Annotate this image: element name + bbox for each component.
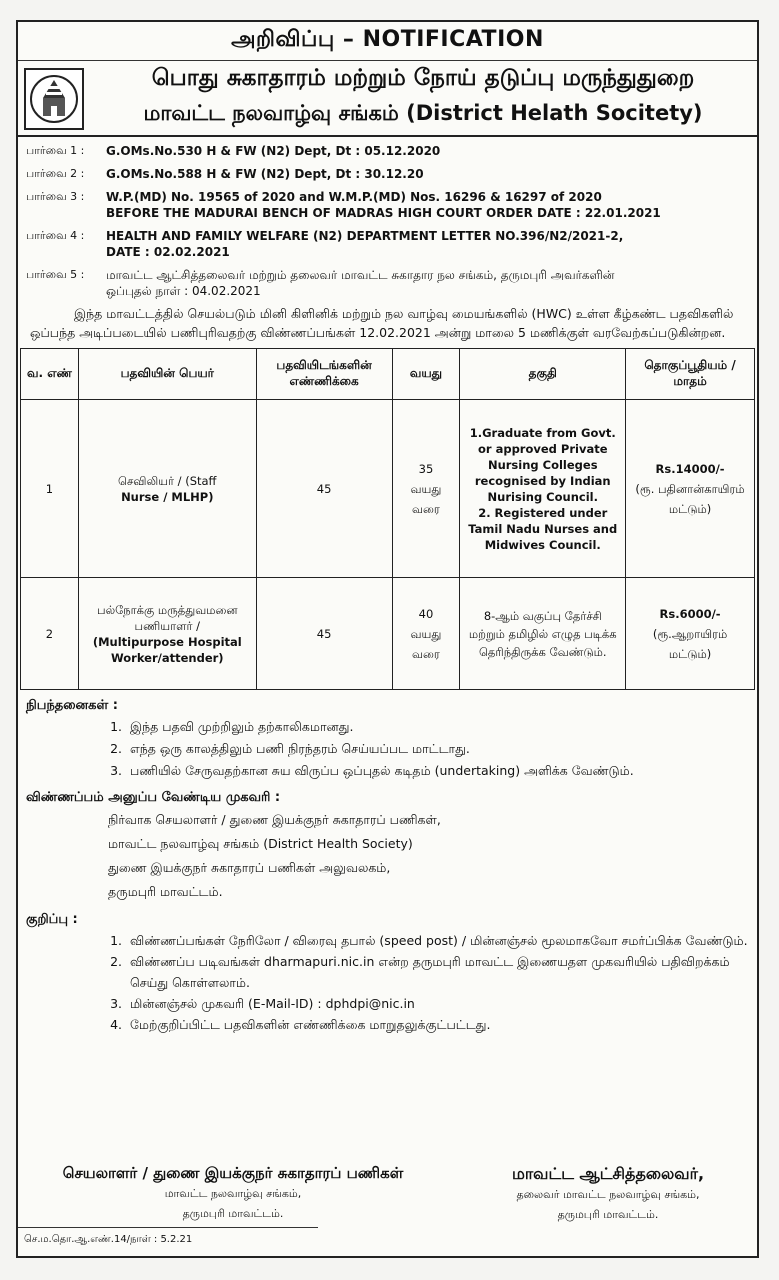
table-row xyxy=(21,578,755,690)
signature-right-line2: தருமபுரி மாவட்டம். xyxy=(557,1208,659,1221)
reference-label: பார்வை 1 : xyxy=(26,144,85,157)
cell-age xyxy=(392,400,460,578)
reference-item xyxy=(26,143,757,159)
signature-right xyxy=(463,1164,753,1225)
qualification-1: 1.Graduate from Govt. or approved Private Nursing Colleges recognised by Indian Nurising Council. xyxy=(469,425,616,504)
note-item xyxy=(126,930,757,951)
intro-paragraph: இந்த மாவட்டத்தில் செயல்படும் மினி கிளினிக் மற்றும் நல வாழ்வு மையங்களில் (HWC) உள்ள கீழ்கண்ட பதவிகளில் ஒப்பந்த அடிப்படையில் பணிபுரிவதற்கு விண்ணப்பங்கள் 12.02.2021 அன்று மாலை 5 மணிக்குள் வரவேற்கப்படுகின்றன. xyxy=(30,306,734,340)
col-header-age: வயது xyxy=(392,349,460,400)
references xyxy=(18,137,757,299)
reference-line-2: DATE : 02.02.2021 xyxy=(106,245,230,259)
reference-label: பார்வை 3 : xyxy=(26,190,85,203)
signature-left-title: செயலாளர் / துணை இயக்குநர் சுகாதாரப் பணிகள் xyxy=(62,1164,404,1182)
reference-label: பார்வை 5 : xyxy=(26,268,85,281)
reference-item xyxy=(26,228,757,260)
address-line: மாவட்ட நலவாழ்வு சங்கம் (District Health Society) xyxy=(108,836,413,851)
note-item xyxy=(126,993,757,1014)
age-upto: வரை xyxy=(412,646,440,661)
age-number: 40 xyxy=(418,606,434,621)
qualification-2: 2. Registered under Tamil Nadu Nurses and Midwives Council. xyxy=(468,505,618,552)
address-title: விண்ணப்பம் அனுப்ப வேண்டிய முகவரி : xyxy=(26,790,281,805)
conditions-title: நிபந்தனைகள் : xyxy=(26,698,118,713)
reference-line-2: BEFORE THE MADURAI BENCH OF MADRAS HIGH COURT ORDER DATE : 22.01.2021 xyxy=(106,206,661,220)
signature-right-line1: தலைவர் மாவட்ட நலவாழ்வு சங்கம், xyxy=(516,1188,700,1201)
post-name-en: Nurse / MLHP) xyxy=(121,489,214,504)
note-item xyxy=(126,1014,757,1035)
note-text: விண்ணப்பங்கள் நேரிலோ / விரைவு தபால் (speed post) / மின்னஞ்சல் மூலமாகவோ சமர்ப்பிக்க வேண்டும். xyxy=(130,933,748,948)
cell-count: 45 xyxy=(256,400,392,578)
reference-line-1: HEALTH AND FAMILY WELFARE (N2) DEPARTMENT LETTER NO.396/N2/2021-2, xyxy=(106,229,624,243)
cell-pay xyxy=(626,400,755,578)
post-name-ta: செவிலியர் / (Staff xyxy=(118,473,217,488)
reference-text xyxy=(106,228,623,260)
signature-left-line2: தருமபுரி மாவட்டம். xyxy=(182,1207,284,1220)
col-header-post: பதவியின் பெயர் xyxy=(78,349,256,400)
cell-post xyxy=(78,400,256,578)
cell-pay xyxy=(626,578,755,690)
age-word: வயது xyxy=(410,626,442,641)
col-header-sno: வ. எண் xyxy=(21,349,79,400)
post-name-en: (Multipurpose Hospital Worker/attender) xyxy=(92,634,242,665)
signature-left-line1: மாவட்ட நலவாழ்வு சங்கம், xyxy=(164,1187,302,1200)
signature-left xyxy=(28,1164,438,1224)
footer-divider xyxy=(18,1227,318,1228)
cell-qualification xyxy=(460,400,626,578)
address-line: தருமபுரி மாவட்டம். xyxy=(108,884,223,899)
address-line: துணை இயக்குநர் சுகாதாரப் பணிகள் அலுவலகம், xyxy=(108,860,391,875)
pay-amount: Rs.6000/- xyxy=(659,606,721,621)
tamil-nadu-emblem-icon xyxy=(24,68,84,130)
cell-count: 45 xyxy=(256,578,392,690)
notes-list xyxy=(18,930,757,1035)
reference-text xyxy=(106,189,661,221)
notification-title: அறிவிப்பு – NOTIFICATION xyxy=(18,22,757,61)
notification-sheet xyxy=(16,20,759,1258)
reference-line-1: மாவட்ட ஆட்சித்தலைவர் மற்றும் தலைவர் மாவட்ட சுகாதார நல சங்கம், தருமபுரி அவர்களின் xyxy=(106,268,615,282)
reference-line-2: ஒப்புதல் நாள் : 04.02.2021 xyxy=(106,284,261,298)
col-header-qualification: தகுதி xyxy=(460,349,626,400)
pay-words: (ரூ.ஆறாயிரம் மட்டும்) xyxy=(652,626,728,661)
table-header-row xyxy=(21,349,755,400)
footer-reference: செ.ம.தொ.ஆ.எண்.14/நாள் : 5.2.21 xyxy=(24,1234,193,1245)
reference-text: G.OMs.No.530 H & FW (N2) Dept, Dt : 05.12.2020 xyxy=(106,144,441,158)
table-row xyxy=(21,400,755,578)
note-text: மேற்குறிப்பிட்ட பதவிகளின் எண்ணிக்கை மாறுதலுக்குட்பட்டது. xyxy=(130,1017,491,1032)
condition-item: 1. இந்த பதவி முற்றிலும் தற்காலிகமானது. xyxy=(126,716,757,738)
cell-post xyxy=(78,578,256,690)
reference-text: G.OMs.No.588 H & FW (N2) Dept, Dt : 30.12.20 xyxy=(106,167,424,181)
department-name: பொது சுகாதாரம் மற்றும் நோய் தடுப்பு மருந்துதுறை xyxy=(151,65,695,91)
reference-line-1: W.P.(MD) No. 19565 of 2020 and W.M.P.(MD) Nos. 16296 & 16297 of 2020 xyxy=(106,190,602,204)
pay-amount: Rs.14000/- xyxy=(655,461,725,476)
note-text-email-link[interactable]: விண்ணப்ப படிவங்கள் dharmapuri.nic.in என்ற தருமபுரி மாவட்ட இணையதள முகவரியில் பதிவிறக்கம் செய்து கொள்ளலாம். xyxy=(130,954,730,990)
notes-title: குறிப்பு : xyxy=(26,912,78,927)
address-block xyxy=(18,808,757,904)
conditions-list xyxy=(18,716,757,782)
pay-words: (ரூ. பதினான்காயிரம் மட்டும்) xyxy=(635,481,745,516)
post-name-ta: பல்நோக்கு மருத்துவமனை பணியாளர் / xyxy=(97,602,238,633)
reference-item xyxy=(26,267,757,299)
reference-label: பார்வை 4 : xyxy=(26,229,85,242)
signature-right-title: மாவட்ட ஆட்சித்தலைவர், xyxy=(511,1164,705,1183)
reference-label: பார்வை 2 : xyxy=(26,167,85,180)
age-word: வயது xyxy=(410,481,442,496)
posts-table xyxy=(20,348,755,690)
condition-item: 2. எந்த ஒரு காலத்திலும் பணி நிரந்தரம் செய்யப்பட மாட்டாது. xyxy=(126,738,757,760)
note-text-email[interactable]: மின்னஞ்சல் முகவரி (E-Mail-ID) : dphdpi@nic.in xyxy=(130,996,415,1011)
header xyxy=(18,61,757,137)
address-line: நிர்வாக செயலாளர் / துணை இயக்குநர் சுகாதாரப் பணிகள், xyxy=(108,812,441,827)
society-name: மாவட்ட நலவாழ்வு சங்கம் (District Helath Socitety) xyxy=(143,101,703,125)
reference-item xyxy=(26,189,757,221)
age-upto: வரை xyxy=(412,501,440,516)
cell-age xyxy=(392,578,460,690)
cell-sno: 2 xyxy=(21,578,79,690)
reference-item xyxy=(26,166,757,182)
col-header-pay: தொகுப்பூதியம் / மாதம் xyxy=(626,349,755,400)
cell-sno: 1 xyxy=(21,400,79,578)
cell-qualification: 8-ஆம் வகுப்பு தேர்ச்சி மற்றும் தமிழில் எழுத படிக்க தெரிந்திருக்க வேண்டும். xyxy=(460,578,626,690)
note-item xyxy=(126,951,757,993)
reference-text xyxy=(106,267,614,299)
condition-item: 3. பணியில் சேருவதற்கான சுய விருப்ப ஒப்புதல் கடிதம் (undertaking) அளிக்க வேண்டும். xyxy=(126,760,757,782)
age-number: 35 xyxy=(418,461,434,476)
col-header-count: பதவியிடங்களின் எண்ணிக்கை xyxy=(256,349,392,400)
